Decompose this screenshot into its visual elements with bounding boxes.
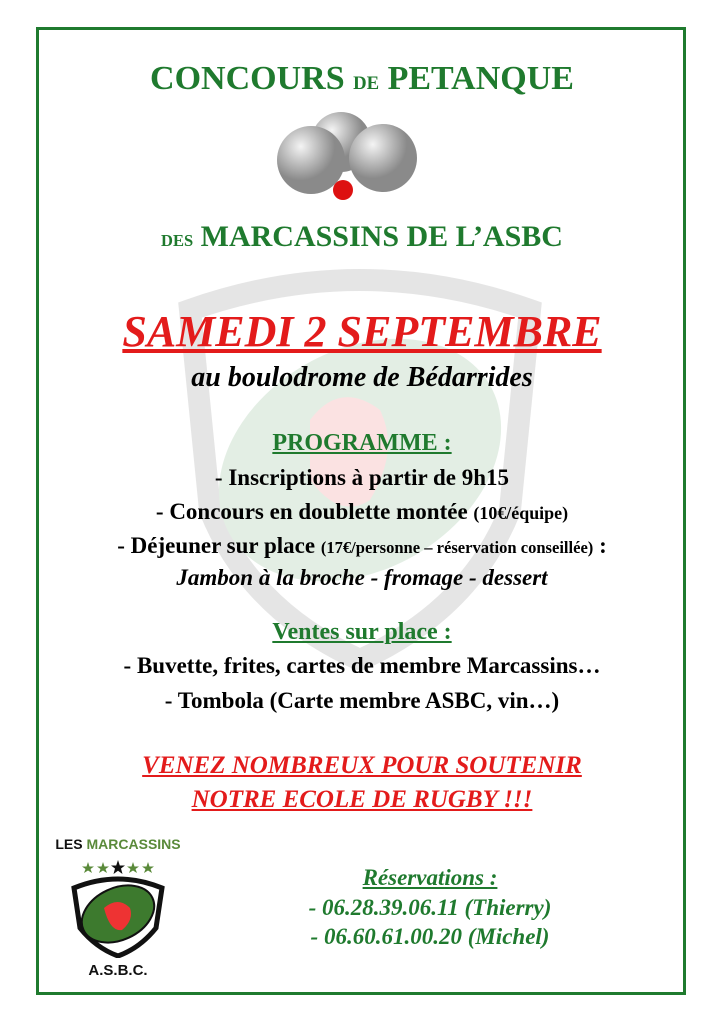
- call-to-action-line: VENEZ NOMBREUX POUR SOUTENIR: [142, 752, 582, 779]
- programme-item: - Concours en doublette montée (10€/équipe): [155, 499, 569, 524]
- event-date: SAMEDI 2 SEPTEMBRE: [122, 307, 602, 356]
- reservations-block: [230, 864, 630, 950]
- petanque-balls-icon: [275, 108, 425, 203]
- ventes-heading: Ventes sur place :: [272, 619, 452, 645]
- reservation-contact: - 06.28.39.06.11 (Thierry): [308, 895, 552, 920]
- ventes-item: - Tombola (Carte membre ASBC, vin…): [164, 688, 560, 713]
- event-location: au boulodrome de Bédarrides: [191, 362, 533, 393]
- call-to-action-line: NOTRE ECOLE DE RUGBY !!!: [191, 786, 533, 813]
- logo-stars-icon: [82, 860, 154, 874]
- reservations-heading: Réservations :: [362, 865, 498, 890]
- ventes-item: - Buvette, frites, cartes de membre Marcassins…: [123, 653, 601, 678]
- poster-title: CONCOURS DE PETANQUE: [150, 60, 574, 97]
- programme-item: - Déjeuner sur place (17€/personne – réservation conseillée) :: [117, 533, 607, 558]
- poster-subtitle: DES MARCASSINS DE L’ASBC: [161, 220, 563, 253]
- club-logo-shield-icon: [68, 858, 168, 958]
- programme-item: - Inscriptions à partir de 9h15: [214, 465, 510, 490]
- reservation-contact: - 06.60.61.00.20 (Michel): [310, 924, 550, 949]
- club-logo: LES MARCASSINS: [55, 836, 181, 852]
- menu-description: Jambon à la broche - fromage - dessert: [176, 565, 548, 590]
- programme-heading: PROGRAMME :: [272, 430, 452, 456]
- club-logo-caption: A.S.B.C.: [88, 962, 148, 979]
